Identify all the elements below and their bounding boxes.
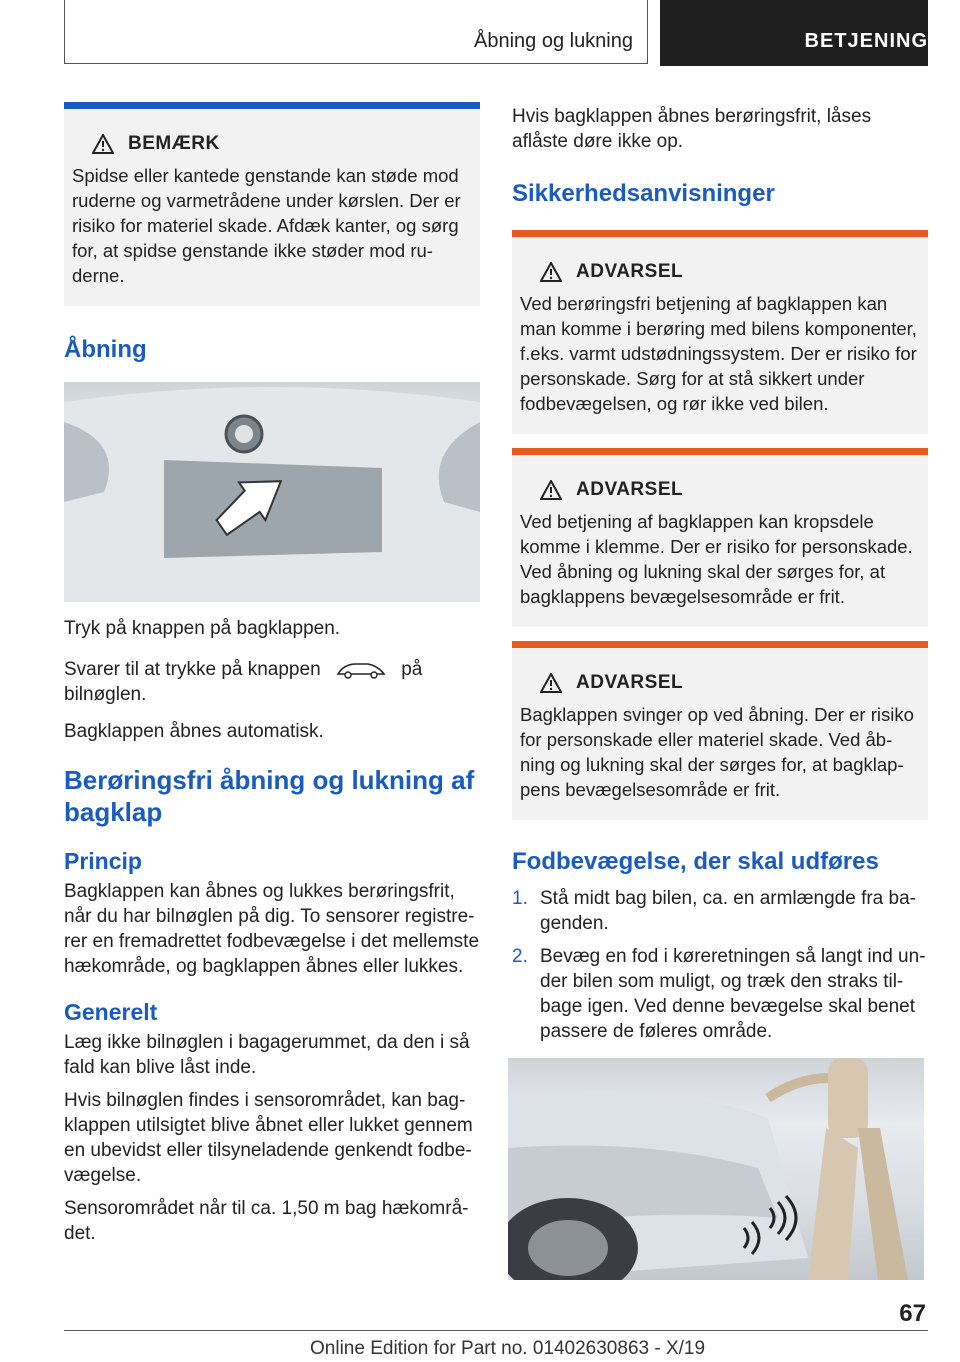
right-intro: Hvis bagklappen åbnes berøringsfrit, låses aflåste døre ikke op. [512,106,872,152]
principle-text: Bagklappen kan åbnes og lukkes berøringsfrit, når du har bilnøglen på dig. To sensorer registrerer en fremadrettet fodbevægelse i det mellemste hækområde, og bagklappen åbnes eller lukkes. [64,881,480,977]
warning-box-1 [512,230,928,434]
general-p1: Læg ikke bilnøglen i bagagerummet, da den i så fald kan blive låst inde. [64,1032,470,1078]
warning-triangle-icon [540,673,562,693]
tailgate-button-illustration [64,382,480,602]
tailgate-key-icon [334,660,388,680]
opening-p2a: Svarer til at trykke på knappen [64,659,321,680]
warning-title-text-3: ADVARSEL [576,672,684,693]
footer-edition: Online Edition for Part no. 01402630863 - X/19 [310,1338,706,1359]
warning-title-1 [540,261,920,283]
warning-text-1: Ved berøringsfri betjening af bagklappen kan man komme i berøring med bilens komponenter, f.eks. varmt udstødningssystem. Der er risiko for personskade. Sørg for at stå sikkert under fodbevægelsen, og rør ikke ved bilen. [520,293,917,414]
right-column [512,104,928,1280]
note-title-text: BEMÆRK [128,133,220,154]
page-number: 67 [899,1300,926,1327]
principle-heading: Princip [64,848,142,874]
step-text: Bevæg en fod i køreretningen så langt ind under bilen som muligt, og træk den straks tilbage igen. Ved denne bevægelse skal benet passere de føleres område. [540,946,926,1042]
foot-heading: Fodbevægelse, der skal udføres [512,848,879,875]
opening-p2b: på bilnøglen. [64,659,423,705]
warning-triangle-icon [92,134,114,154]
touchless-heading: Berøringsfri åbning og lukning af bagklap [64,765,475,827]
warning-box-3 [512,641,928,820]
warning-text-3: Bagklappen svinger op ved åbning. Der er risiko for personskade eller materiel skade. Ved åbning og lukning skal der sørges for, at bagklappens bevægelsesområde er frit. [520,704,914,800]
general-p3: Sensorområdet når til ca. 1,50 m bag hækområdet. [64,1198,469,1244]
warning-title-text-2: ADVARSEL [576,479,684,500]
note-text: Spidse eller kantede genstande kan støde mod ruderne og varmetrådene under kørslen. Der er risiko for materiel skade. Afdæk kanter, og sørg for, at spidse genstande ikke støder mod ruderne. [72,165,461,286]
list-item [512,886,928,936]
opening-p2 [64,657,480,707]
list-item [512,944,928,1044]
steps-list [512,886,928,1044]
left-column [64,102,480,1246]
warning-triangle-icon [540,262,562,282]
header-section-title: Åbning og lukning [473,30,633,52]
general-p2: Hvis bilnøglen findes i sensorområdet, kan bagklappen utilsigtet blive åbnet eller lukket gennem en ubevidst eller tilsyneladende genkendt fodbevægelse. [64,1090,473,1186]
footer-divider [64,1330,928,1331]
general-heading: Generelt [64,999,158,1025]
note-title [92,133,472,155]
warning-title-3 [540,672,920,694]
page-header [64,0,928,66]
opening-p3: Bagklappen åbnes automatisk. [64,721,324,742]
tailgate-illustration-svg [64,382,480,602]
step-text: Stå midt bag bilen, ca. en armlængde fra bagenden. [540,888,916,934]
warning-title-2 [540,479,920,501]
step-number: 2. [512,946,528,967]
warning-box-2 [512,448,928,627]
header-section-box [64,0,648,64]
step-number: 1. [512,888,528,909]
note-box [64,102,480,306]
opening-p1: Tryk på knappen på bagklappen. [64,618,341,639]
safety-heading: Sikkerhedsanvisninger [512,180,775,207]
foot-movement-illustration [508,1058,924,1280]
warning-title-text-1: ADVARSEL [576,261,684,282]
opening-heading: Åbning [64,336,147,363]
warning-triangle-icon [540,480,562,500]
warning-text-2: Ved betjening af bagklappen kan kropsdele komme i klemme. Der er risiko for personskade. Ved åbning og lukning skal der sørges for, at bagklappens bevægelsesområde er frit. [520,511,913,607]
header-chapter-box [660,0,928,66]
foot-illustration-svg [508,1058,924,1280]
header-chapter-title: BETJENING [804,30,928,52]
